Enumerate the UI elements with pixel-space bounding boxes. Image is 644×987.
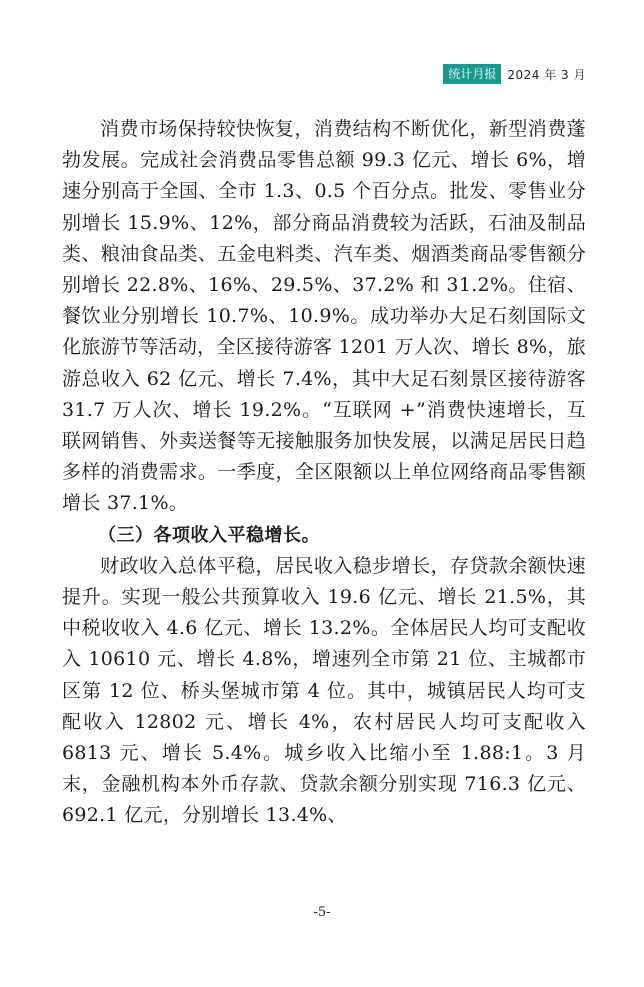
- report-badge: 统计月报: [443, 64, 501, 84]
- page-number: -5-: [313, 905, 331, 920]
- report-date: 2024 年 3 月: [507, 67, 586, 82]
- section-heading-income: （三）各项收入平稳增长。: [98, 524, 320, 546]
- page-header: [443, 64, 586, 84]
- paragraph-consumption: 消费市场保持较快恢复，消费结构不断优化，新型消费蓬勃发展。完成社会消费品零售总额 99.3 亿元、增长 6%，增速分别高于全国、全市 1.3、0.5 个百分点。批发、零售业分别增长 15.9%、12%，部分商品消费较为活跃，石油及制品类、粮油食品类、五金电料类、汽车类、烟酒类商品零售额分别增长 22.8%、16%、29.5%、37.2% 和 31.2%。住宿、餐饮业分别增长 10.7%、10.9%。成功举办大足石刻国际文化旅游节等活动，全区接待游客 1201 万人次、增长 8%，旅游总收入 62 亿元、增长 7.4%，其中大足石刻景区接待游客 31.7 万人次、增长 19.2%。“互联网 +”消费快速增长，互联网销售、外卖送餐等无接触服务加快发展，以满足居民日趋多样的消费需求。一季度，全区限额以上单位网络商品零售额增长 37.1%。: [62, 118, 586, 515]
- paragraph-income: 财政收入总体平稳，居民收入稳步增长，存贷款余额快速提升。实现一般公共预算收入 19.6 亿元、增长 21.5%，其中税收收入 4.6 亿元、增长 13.2%。全体居民人均可支配收入 10610 元、增长 4.8%，增速列全市第 21 位、主城都市区第 12 位、桥头堡城市第 4 位。其中，城镇居民人均可支配收入 12802 元、增长 4%，农村居民人均可支配收入 6813 元、增长 5.4%。城乡收入比缩小至 1.88:1。3 月末，金融机构本外币存款、贷款余额分别实现 716.3 亿元、692.1 亿元，分别增长 13.4%、: [62, 554, 586, 827]
- document-body: [62, 114, 586, 832]
